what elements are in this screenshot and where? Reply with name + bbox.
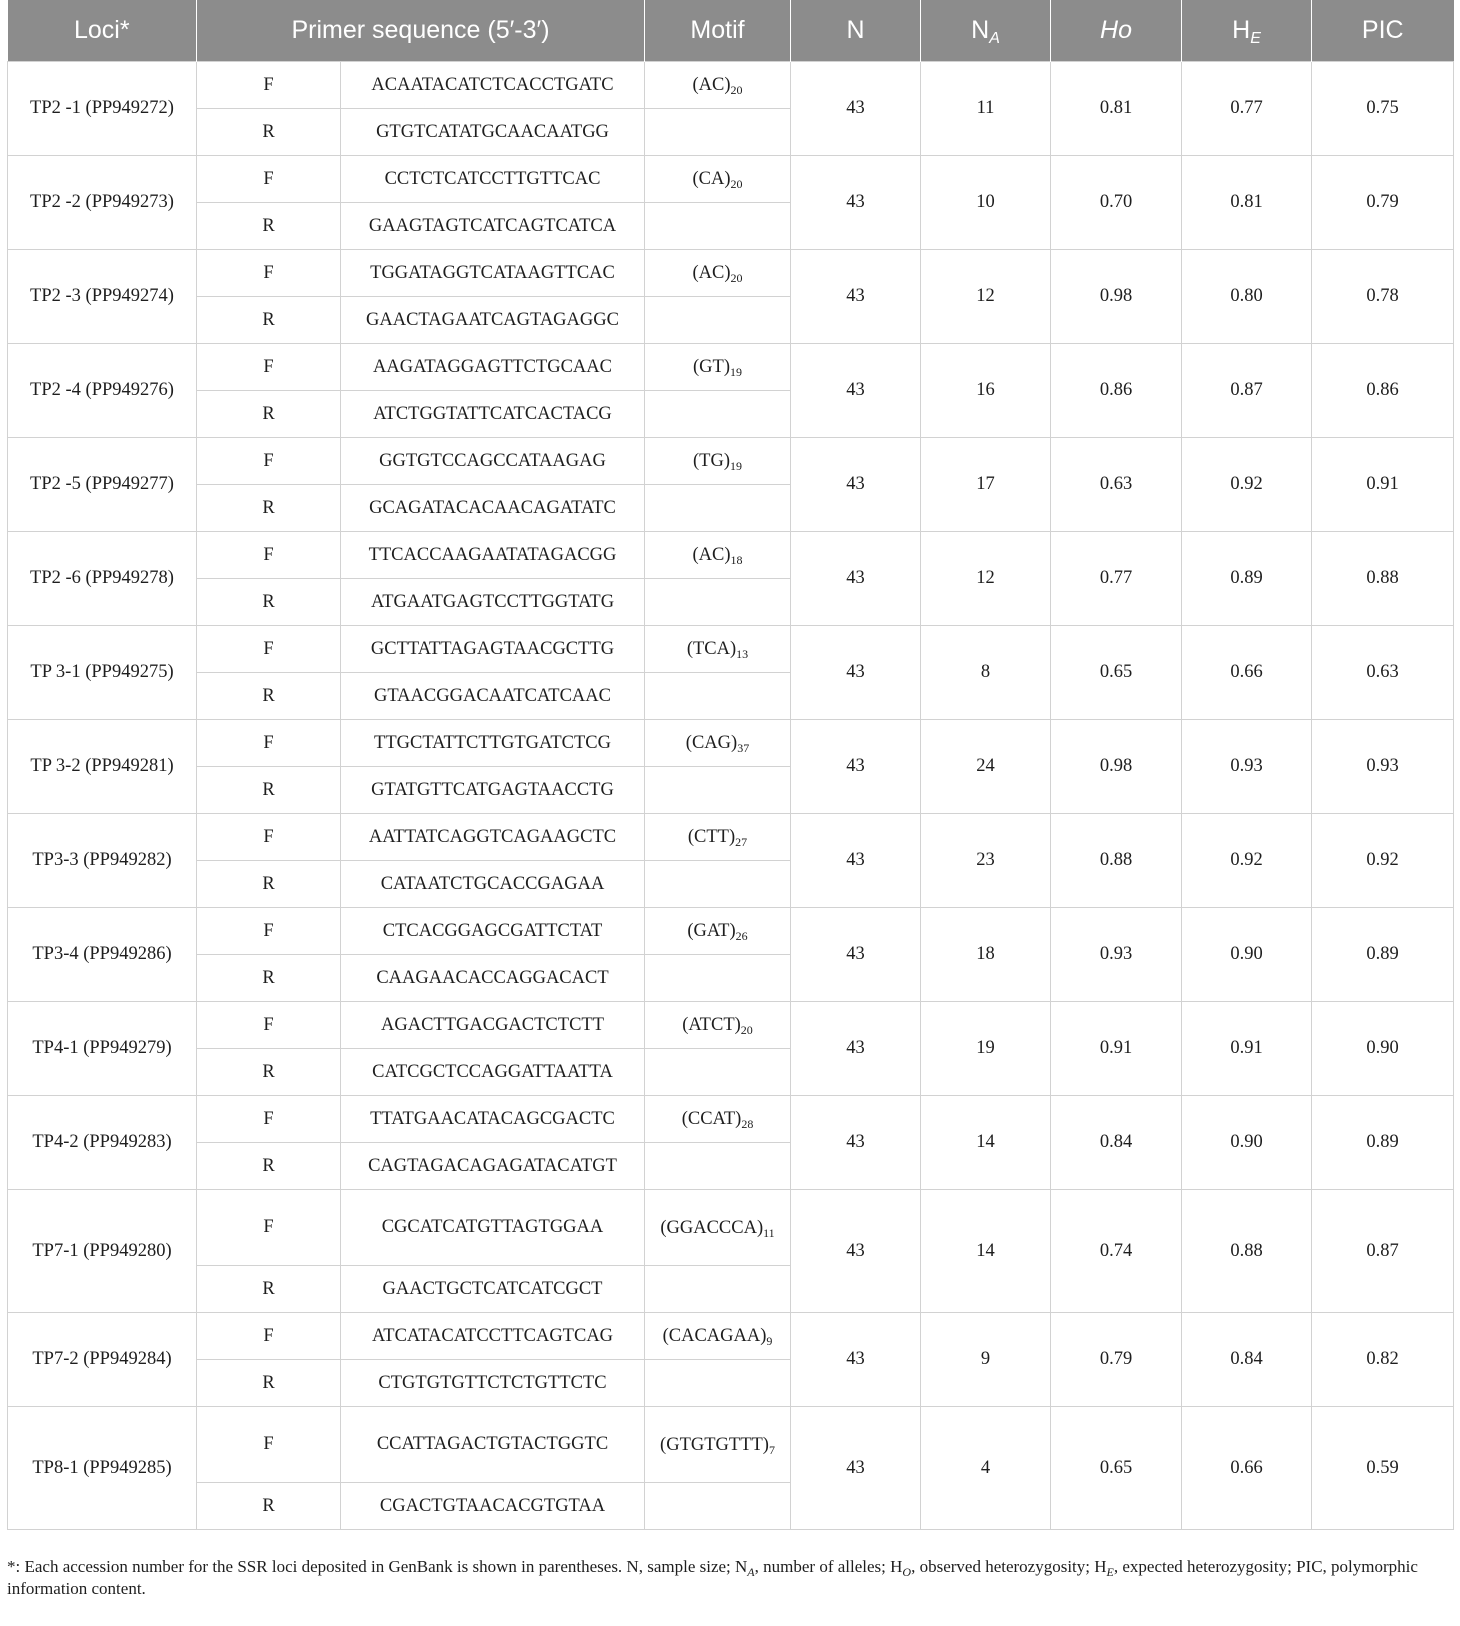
allele-count-cell: 14 bbox=[921, 1190, 1051, 1313]
primer-direction-reverse: R bbox=[197, 109, 341, 156]
pic-cell: 0.90 bbox=[1312, 1002, 1454, 1096]
pic-cell: 0.59 bbox=[1312, 1407, 1454, 1530]
locus-cell: TP2 -1 (PP949272) bbox=[8, 62, 197, 156]
motif-cell-empty bbox=[645, 579, 791, 626]
expected-heterozygosity-cell: 0.90 bbox=[1182, 1096, 1312, 1190]
allele-count-cell: 24 bbox=[921, 720, 1051, 814]
primer-direction-forward: F bbox=[197, 1407, 341, 1483]
primer-direction-forward: F bbox=[197, 344, 341, 391]
locus-cell: TP2 -2 (PP949273) bbox=[8, 156, 197, 250]
allele-count-cell: 10 bbox=[921, 156, 1051, 250]
sample-size-cell: 43 bbox=[791, 62, 921, 156]
observed-heterozygosity-cell: 0.81 bbox=[1051, 62, 1182, 156]
primer-sequence-forward: TGGATAGGTCATAAGTTCAC bbox=[341, 250, 645, 297]
primer-direction-forward: F bbox=[197, 908, 341, 955]
expected-heterozygosity-cell: 0.81 bbox=[1182, 156, 1312, 250]
observed-heterozygosity-cell: 0.79 bbox=[1051, 1313, 1182, 1407]
motif-cell-empty bbox=[645, 861, 791, 908]
sample-size-cell: 43 bbox=[791, 438, 921, 532]
expected-heterozygosity-cell: 0.91 bbox=[1182, 1002, 1312, 1096]
sample-size-cell: 43 bbox=[791, 344, 921, 438]
motif-cell-empty bbox=[645, 1143, 791, 1190]
pic-cell: 0.88 bbox=[1312, 532, 1454, 626]
table-row bbox=[8, 250, 1454, 297]
motif-repeat-count: 27 bbox=[735, 835, 748, 849]
observed-heterozygosity-cell: 0.77 bbox=[1051, 532, 1182, 626]
sample-size-cell: 43 bbox=[791, 814, 921, 908]
expected-heterozygosity-cell: 0.88 bbox=[1182, 1190, 1312, 1313]
header-loci: Loci* bbox=[8, 0, 197, 62]
header-ho: Ho bbox=[1051, 0, 1182, 62]
motif-cell bbox=[645, 62, 791, 109]
pic-cell: 0.93 bbox=[1312, 720, 1454, 814]
primer-sequence-reverse: ATGAATGAGTCCTTGGTATG bbox=[341, 579, 645, 626]
motif-cell bbox=[645, 720, 791, 767]
allele-count-cell: 8 bbox=[921, 626, 1051, 720]
primer-direction-forward: F bbox=[197, 156, 341, 203]
motif-base: (CAG) bbox=[685, 733, 738, 753]
primer-sequence-forward: GGTGTCCAGCCATAAGAG bbox=[341, 438, 645, 485]
primer-sequence-reverse: CTGTGTGTTCTCTGTTCTC bbox=[341, 1360, 645, 1407]
observed-heterozygosity-cell: 0.63 bbox=[1051, 438, 1182, 532]
locus-cell: TP2 -6 (PP949278) bbox=[8, 532, 197, 626]
sample-size-cell: 43 bbox=[791, 1002, 921, 1096]
primer-sequence-reverse: CAAGAACACCAGGACACT bbox=[341, 955, 645, 1002]
motif-cell-empty bbox=[645, 485, 791, 532]
table-row bbox=[8, 438, 1454, 485]
footnote-sub-2: O bbox=[902, 1565, 912, 1579]
header-na bbox=[921, 0, 1051, 62]
motif-repeat-count: 20 bbox=[740, 1023, 753, 1037]
motif-base: (CA) bbox=[692, 169, 731, 189]
footnote-sub-3: E bbox=[1106, 1565, 1114, 1579]
primer-sequence-reverse: GTGTCATATGCAACAATGG bbox=[341, 109, 645, 156]
motif-cell bbox=[645, 250, 791, 297]
allele-count-cell: 9 bbox=[921, 1313, 1051, 1407]
motif-repeat-count: 20 bbox=[730, 177, 743, 191]
motif-repeat-count: 20 bbox=[730, 83, 743, 97]
locus-cell: TP 3-1 (PP949275) bbox=[8, 626, 197, 720]
motif-cell-empty bbox=[645, 297, 791, 344]
observed-heterozygosity-cell: 0.84 bbox=[1051, 1096, 1182, 1190]
allele-count-cell: 16 bbox=[921, 344, 1051, 438]
footnote-text-2: , number of alleles; H bbox=[754, 1557, 903, 1576]
pic-cell: 0.91 bbox=[1312, 438, 1454, 532]
expected-heterozygosity-cell: 0.92 bbox=[1182, 814, 1312, 908]
observed-heterozygosity-cell: 0.93 bbox=[1051, 908, 1182, 1002]
pic-cell: 0.89 bbox=[1312, 1096, 1454, 1190]
allele-count-cell: 12 bbox=[921, 250, 1051, 344]
motif-base: (CTT) bbox=[687, 827, 736, 847]
motif-base: (GAT) bbox=[687, 921, 736, 941]
primer-sequence-forward: CCTCTCATCCTTGTTCAC bbox=[341, 156, 645, 203]
locus-cell: TP3-3 (PP949282) bbox=[8, 814, 197, 908]
primer-direction-reverse: R bbox=[197, 203, 341, 250]
expected-heterozygosity-cell: 0.80 bbox=[1182, 250, 1312, 344]
allele-count-cell: 18 bbox=[921, 908, 1051, 1002]
sample-size-cell: 43 bbox=[791, 1313, 921, 1407]
allele-count-cell: 17 bbox=[921, 438, 1051, 532]
header-he-sub: E bbox=[1250, 30, 1261, 47]
primer-sequence-forward: GCTTATTAGAGTAACGCTTG bbox=[341, 626, 645, 673]
footnote-text-1: *: Each accession number for the SSR loci deposited in GenBank is shown in parentheses. N, sample size; N bbox=[7, 1557, 748, 1576]
table-container bbox=[7, 0, 1453, 1530]
pic-cell: 0.78 bbox=[1312, 250, 1454, 344]
motif-cell bbox=[645, 626, 791, 673]
observed-heterozygosity-cell: 0.70 bbox=[1051, 156, 1182, 250]
table-row bbox=[8, 1096, 1454, 1143]
sample-size-cell: 43 bbox=[791, 626, 921, 720]
motif-repeat-count: 20 bbox=[730, 271, 743, 285]
motif-base: (GGACCCA) bbox=[660, 1217, 764, 1238]
motif-repeat-count: 9 bbox=[766, 1334, 773, 1348]
motif-base: (AC) bbox=[692, 75, 731, 95]
allele-count-cell: 19 bbox=[921, 1002, 1051, 1096]
motif-cell bbox=[645, 344, 791, 391]
expected-heterozygosity-cell: 0.93 bbox=[1182, 720, 1312, 814]
primer-direction-forward: F bbox=[197, 1313, 341, 1360]
expected-heterozygosity-cell: 0.77 bbox=[1182, 62, 1312, 156]
locus-cell: TP4-1 (PP949279) bbox=[8, 1002, 197, 1096]
motif-cell bbox=[645, 1313, 791, 1360]
motif-base: (GT) bbox=[693, 357, 730, 377]
motif-base: (AC) bbox=[692, 545, 731, 565]
sample-size-cell: 43 bbox=[791, 1190, 921, 1313]
primer-direction-forward: F bbox=[197, 814, 341, 861]
header-row bbox=[8, 0, 1454, 62]
primer-sequence-forward: CGCATCATGTTAGTGGAA bbox=[341, 1190, 645, 1266]
primer-direction-forward: F bbox=[197, 720, 341, 767]
primer-sequence-reverse: GAACTAGAATCAGTAGAGGC bbox=[341, 297, 645, 344]
primer-sequence-reverse: GAAGTAGTCATCAGTCATCA bbox=[341, 203, 645, 250]
table-row bbox=[8, 1313, 1454, 1360]
primer-direction-forward: F bbox=[197, 62, 341, 109]
motif-base: (CCAT) bbox=[681, 1109, 742, 1129]
locus-cell: TP2 -3 (PP949274) bbox=[8, 250, 197, 344]
primer-direction-reverse: R bbox=[197, 1049, 341, 1096]
table-row bbox=[8, 1190, 1454, 1266]
sample-size-cell: 43 bbox=[791, 156, 921, 250]
footnote-text-3: , observed heterozygosity; H bbox=[911, 1557, 1107, 1576]
table-row bbox=[8, 156, 1454, 203]
sample-size-cell: 43 bbox=[791, 908, 921, 1002]
motif-cell bbox=[645, 1407, 791, 1483]
primer-sequence-reverse: GAACTGCTCATCATCGCT bbox=[341, 1266, 645, 1313]
primer-sequence-reverse: GCAGATACACAACAGATATC bbox=[341, 485, 645, 532]
expected-heterozygosity-cell: 0.90 bbox=[1182, 908, 1312, 1002]
motif-cell bbox=[645, 814, 791, 861]
primer-sequence-reverse: GTATGTTCATGAGTAACCTG bbox=[341, 767, 645, 814]
expected-heterozygosity-cell: 0.87 bbox=[1182, 344, 1312, 438]
primer-direction-reverse: R bbox=[197, 955, 341, 1002]
motif-cell bbox=[645, 1096, 791, 1143]
motif-cell-empty bbox=[645, 767, 791, 814]
motif-repeat-count: 18 bbox=[730, 553, 743, 567]
observed-heterozygosity-cell: 0.86 bbox=[1051, 344, 1182, 438]
motif-cell bbox=[645, 908, 791, 955]
locus-cell: TP7-2 (PP949284) bbox=[8, 1313, 197, 1407]
observed-heterozygosity-cell: 0.88 bbox=[1051, 814, 1182, 908]
pic-cell: 0.89 bbox=[1312, 908, 1454, 1002]
primer-sequence-forward: AGACTTGACGACTCTCTT bbox=[341, 1002, 645, 1049]
locus-cell: TP3-4 (PP949286) bbox=[8, 908, 197, 1002]
pic-cell: 0.92 bbox=[1312, 814, 1454, 908]
table-row bbox=[8, 814, 1454, 861]
motif-cell bbox=[645, 156, 791, 203]
table-row bbox=[8, 1002, 1454, 1049]
pic-cell: 0.63 bbox=[1312, 626, 1454, 720]
motif-cell bbox=[645, 532, 791, 579]
pic-cell: 0.82 bbox=[1312, 1313, 1454, 1407]
primer-direction-reverse: R bbox=[197, 391, 341, 438]
observed-heterozygosity-cell: 0.65 bbox=[1051, 626, 1182, 720]
header-he-main: H bbox=[1232, 16, 1251, 44]
motif-cell-empty bbox=[645, 391, 791, 438]
observed-heterozygosity-cell: 0.91 bbox=[1051, 1002, 1182, 1096]
pic-cell: 0.87 bbox=[1312, 1190, 1454, 1313]
primer-sequence-reverse: GTAACGGACAATCATCAAC bbox=[341, 673, 645, 720]
pic-cell: 0.79 bbox=[1312, 156, 1454, 250]
primer-sequence-forward: TTCACCAAGAATATAGACGG bbox=[341, 532, 645, 579]
motif-repeat-count: 37 bbox=[737, 741, 750, 755]
locus-cell: TP4-2 (PP949283) bbox=[8, 1096, 197, 1190]
locus-cell: TP2 -4 (PP949276) bbox=[8, 344, 197, 438]
header-na-main: N bbox=[971, 16, 990, 44]
primer-direction-reverse: R bbox=[197, 1266, 341, 1313]
table-row bbox=[8, 62, 1454, 109]
allele-count-cell: 4 bbox=[921, 1407, 1051, 1530]
motif-cell-empty bbox=[645, 1049, 791, 1096]
expected-heterozygosity-cell: 0.89 bbox=[1182, 532, 1312, 626]
header-pic: PIC bbox=[1312, 0, 1454, 62]
pic-cell: 0.75 bbox=[1312, 62, 1454, 156]
primer-sequence-forward: CTCACGGAGCGATTCTAT bbox=[341, 908, 645, 955]
primer-direction-reverse: R bbox=[197, 1483, 341, 1530]
allele-count-cell: 23 bbox=[921, 814, 1051, 908]
allele-count-cell: 14 bbox=[921, 1096, 1051, 1190]
primer-direction-reverse: R bbox=[197, 1143, 341, 1190]
sample-size-cell: 43 bbox=[791, 720, 921, 814]
table-row bbox=[8, 720, 1454, 767]
observed-heterozygosity-cell: 0.65 bbox=[1051, 1407, 1182, 1530]
table-row bbox=[8, 626, 1454, 673]
primer-sequence-forward: AAGATAGGAGTTCTGCAAC bbox=[341, 344, 645, 391]
motif-base: (CACAGAA) bbox=[662, 1326, 767, 1346]
table-row bbox=[8, 1407, 1454, 1483]
primer-direction-forward: F bbox=[197, 438, 341, 485]
primer-direction-forward: F bbox=[197, 250, 341, 297]
primer-sequence-reverse: CATCGCTCCAGGATTAATTA bbox=[341, 1049, 645, 1096]
ssr-primer-table bbox=[7, 0, 1454, 1530]
expected-heterozygosity-cell: 0.66 bbox=[1182, 626, 1312, 720]
sample-size-cell: 43 bbox=[791, 1096, 921, 1190]
sample-size-cell: 43 bbox=[791, 1407, 921, 1530]
motif-base: (ATCT) bbox=[682, 1015, 741, 1035]
primer-direction-forward: F bbox=[197, 1096, 341, 1143]
primer-direction-reverse: R bbox=[197, 579, 341, 626]
primer-sequence-reverse: CATAATCTGCACCGAGAA bbox=[341, 861, 645, 908]
motif-cell-empty bbox=[645, 673, 791, 720]
primer-direction-forward: F bbox=[197, 626, 341, 673]
primer-sequence-reverse: ATCTGGTATTCATCACTACG bbox=[341, 391, 645, 438]
table-body bbox=[8, 62, 1454, 1530]
observed-heterozygosity-cell: 0.98 bbox=[1051, 250, 1182, 344]
motif-cell bbox=[645, 1002, 791, 1049]
primer-sequence-reverse: CAGTAGACAGAGATACATGT bbox=[341, 1143, 645, 1190]
footnote-text-4: , expected heterozygosity; PIC, polymorphic information content. bbox=[7, 1557, 1418, 1598]
motif-repeat-count: 19 bbox=[729, 365, 742, 379]
primer-sequence-reverse: CGACTGTAACACGTGTAA bbox=[341, 1483, 645, 1530]
primer-sequence-forward: ATCATACATCCTTCAGTCAG bbox=[341, 1313, 645, 1360]
header-na-sub: A bbox=[989, 30, 1000, 47]
observed-heterozygosity-cell: 0.74 bbox=[1051, 1190, 1182, 1313]
expected-heterozygosity-cell: 0.84 bbox=[1182, 1313, 1312, 1407]
primer-direction-reverse: R bbox=[197, 485, 341, 532]
motif-base: (AC) bbox=[692, 263, 731, 283]
observed-heterozygosity-cell: 0.98 bbox=[1051, 720, 1182, 814]
motif-base: (TCA) bbox=[686, 639, 737, 659]
motif-repeat-count: 11 bbox=[763, 1225, 775, 1240]
motif-cell bbox=[645, 1190, 791, 1266]
primer-direction-reverse: R bbox=[197, 673, 341, 720]
motif-cell-empty bbox=[645, 109, 791, 156]
primer-sequence-forward: AATTATCAGGTCAGAAGCTC bbox=[341, 814, 645, 861]
allele-count-cell: 11 bbox=[921, 62, 1051, 156]
motif-repeat-count: 13 bbox=[736, 647, 749, 661]
primer-direction-reverse: R bbox=[197, 861, 341, 908]
primer-direction-reverse: R bbox=[197, 767, 341, 814]
pic-cell: 0.86 bbox=[1312, 344, 1454, 438]
primer-sequence-forward: TTATGAACATACAGCGACTC bbox=[341, 1096, 645, 1143]
header-he bbox=[1182, 0, 1312, 62]
table-row bbox=[8, 908, 1454, 955]
motif-cell bbox=[645, 438, 791, 485]
motif-cell-empty bbox=[645, 1360, 791, 1407]
locus-cell: TP2 -5 (PP949277) bbox=[8, 438, 197, 532]
locus-cell: TP7-1 (PP949280) bbox=[8, 1190, 197, 1313]
primer-direction-reverse: R bbox=[197, 1360, 341, 1407]
motif-repeat-count: 28 bbox=[741, 1117, 754, 1131]
primer-direction-reverse: R bbox=[197, 297, 341, 344]
header-motif: Motif bbox=[645, 0, 791, 62]
motif-base: (GTGTGTTT) bbox=[660, 1434, 769, 1455]
allele-count-cell: 12 bbox=[921, 532, 1051, 626]
motif-repeat-count: 19 bbox=[729, 459, 742, 473]
table-row bbox=[8, 344, 1454, 391]
footnote bbox=[7, 1556, 1453, 1600]
locus-cell: TP 3-2 (PP949281) bbox=[8, 720, 197, 814]
motif-cell-empty bbox=[645, 1483, 791, 1530]
primer-direction-forward: F bbox=[197, 1002, 341, 1049]
primer-direction-forward: F bbox=[197, 532, 341, 579]
sample-size-cell: 43 bbox=[791, 532, 921, 626]
primer-sequence-forward: ACAATACATCTCACCTGATC bbox=[341, 62, 645, 109]
footnote-sub-1: A bbox=[747, 1565, 755, 1579]
header-n: N bbox=[791, 0, 921, 62]
table-row bbox=[8, 532, 1454, 579]
motif-cell-empty bbox=[645, 203, 791, 250]
motif-cell-empty bbox=[645, 955, 791, 1002]
motif-cell-empty bbox=[645, 1266, 791, 1313]
expected-heterozygosity-cell: 0.92 bbox=[1182, 438, 1312, 532]
motif-repeat-count: 26 bbox=[735, 929, 748, 943]
header-primer-sequence: Primer sequence (5′-3′) bbox=[197, 0, 645, 62]
motif-repeat-count: 7 bbox=[768, 1442, 775, 1457]
expected-heterozygosity-cell: 0.66 bbox=[1182, 1407, 1312, 1530]
primer-direction-forward: F bbox=[197, 1190, 341, 1266]
sample-size-cell: 43 bbox=[791, 250, 921, 344]
locus-cell: TP8-1 (PP949285) bbox=[8, 1407, 197, 1530]
primer-sequence-forward: CCATTAGACTGTACTGGTC bbox=[341, 1407, 645, 1483]
motif-base: (TG) bbox=[693, 451, 730, 471]
primer-sequence-forward: TTGCTATTCTTGTGATCTCG bbox=[341, 720, 645, 767]
